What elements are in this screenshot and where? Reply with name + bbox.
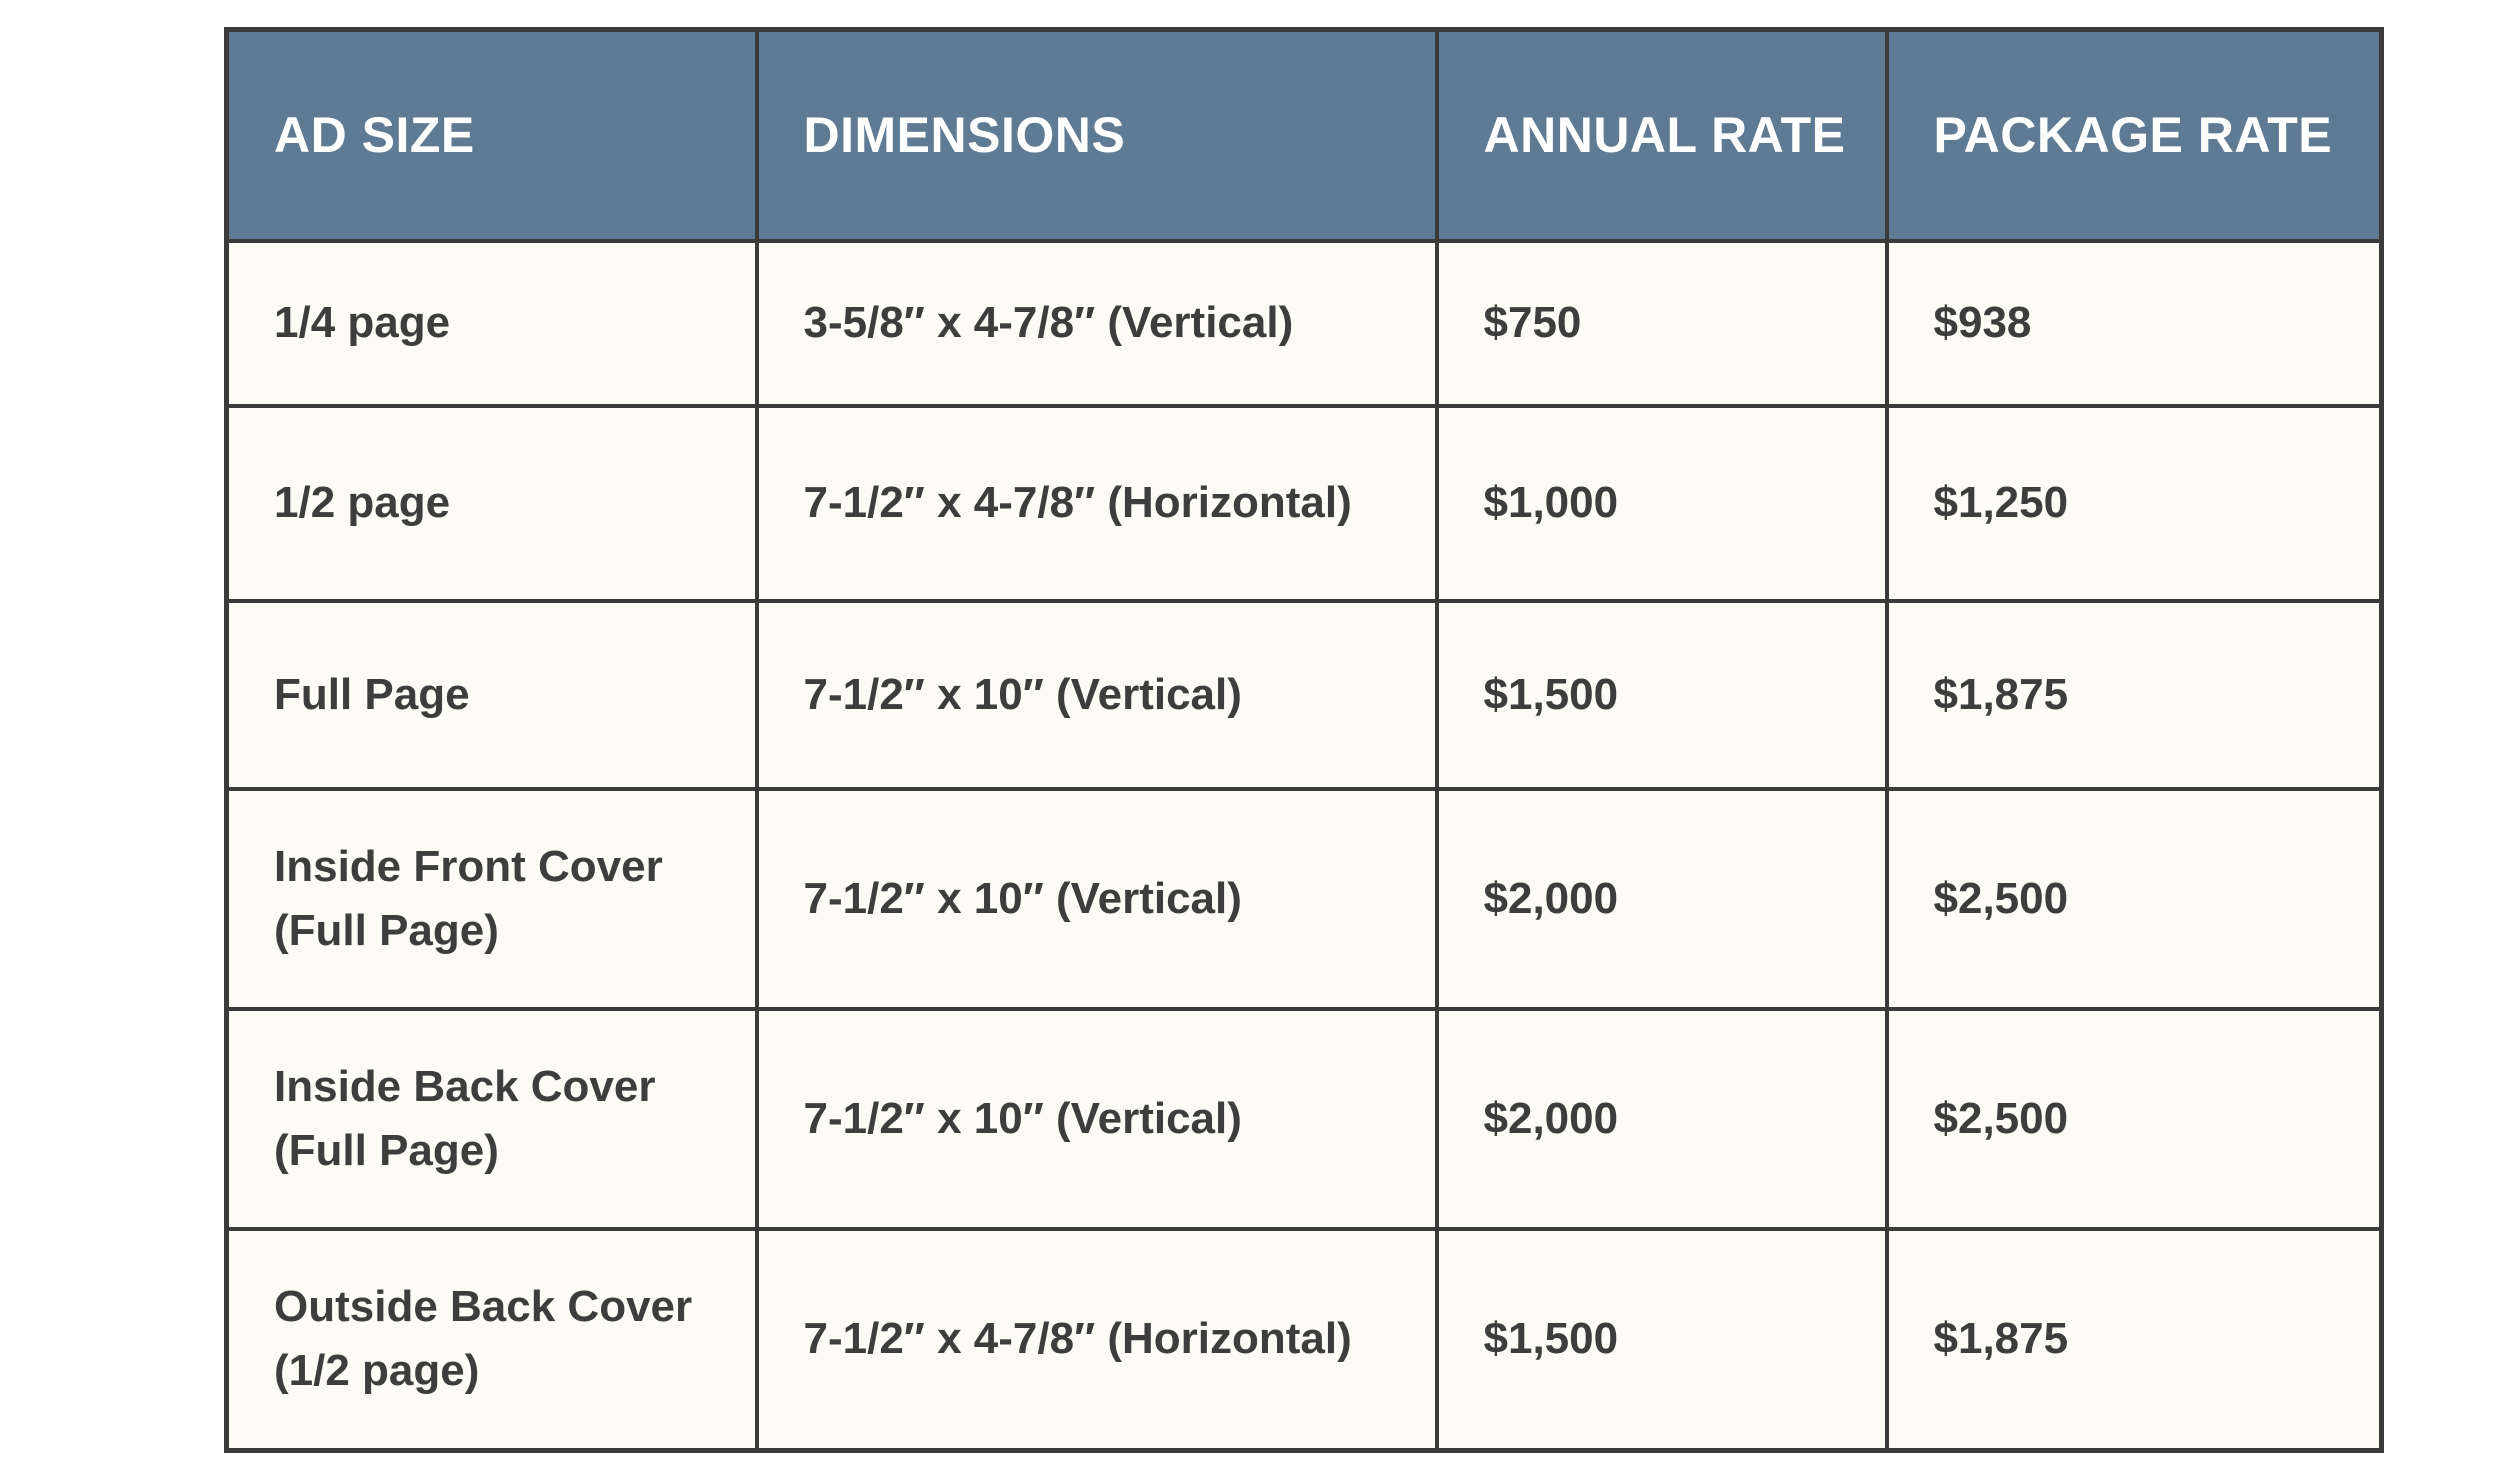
- dimensions-cell: 7-1/2″ x 4-7/8″ (Horizontal): [757, 406, 1437, 601]
- package-rate-cell: $2,500: [1887, 789, 2382, 1009]
- ad-size-cell: [227, 1009, 757, 1229]
- table-row: [227, 1229, 2382, 1451]
- ad-size-cell: [227, 1229, 757, 1451]
- header-annual-rate: ANNUAL RATE: [1437, 30, 1887, 241]
- ad-size-line: 1/2 page: [274, 478, 451, 528]
- ad-size-cell: [227, 789, 757, 1009]
- ad-size-line: 1/4 page: [274, 298, 451, 348]
- ad-size-line: Outside Back Cover: [274, 1282, 693, 1332]
- table-row: [227, 241, 2382, 406]
- ad-size-line: Inside Back Cover: [274, 1061, 656, 1111]
- package-rate-cell: $1,250: [1887, 406, 2382, 601]
- dimensions-cell: 7-1/2″ x 10″ (Vertical): [757, 1009, 1437, 1229]
- ad-size-cell: [227, 406, 757, 601]
- annual-rate-cell: $2,000: [1437, 1009, 1887, 1229]
- ad-size-line: Full Page: [274, 669, 470, 719]
- table-row: [227, 789, 2382, 1009]
- header-package-rate: PACKAGE RATE: [1887, 30, 2382, 241]
- annual-rate-cell: $2,000: [1437, 789, 1887, 1009]
- dimensions-cell: 7-1/2″ x 10″ (Vertical): [757, 789, 1437, 1009]
- dimensions-cell: 7-1/2″ x 4-7/8″ (Horizontal): [757, 1229, 1437, 1451]
- package-rate-cell: $2,500: [1887, 1009, 2382, 1229]
- ad-size-cell: [227, 601, 757, 789]
- package-rate-cell: $938: [1887, 241, 2382, 406]
- ad-size-line: (1/2 page): [274, 1346, 480, 1396]
- table-row: [227, 406, 2382, 601]
- dimensions-cell: 7-1/2″ x 10″ (Vertical): [757, 601, 1437, 789]
- ad-rates-table: [224, 27, 2384, 1453]
- annual-rate-cell: $1,500: [1437, 1229, 1887, 1451]
- package-rate-cell: $1,875: [1887, 601, 2382, 789]
- annual-rate-cell: $1,500: [1437, 601, 1887, 789]
- table-row: [227, 1009, 2382, 1229]
- table-header-row: [227, 30, 2382, 241]
- package-rate-cell: $1,875: [1887, 1229, 2382, 1451]
- header-dimensions: DIMENSIONS: [757, 30, 1437, 241]
- ad-size-line: (Full Page): [274, 1125, 499, 1175]
- table-row: [227, 601, 2382, 789]
- annual-rate-cell: $750: [1437, 241, 1887, 406]
- dimensions-cell: 3-5/8″ x 4-7/8″ (Vertical): [757, 241, 1437, 406]
- ad-size-cell: [227, 241, 757, 406]
- ad-size-line: (Full Page): [274, 905, 499, 955]
- annual-rate-cell: $1,000: [1437, 406, 1887, 601]
- header-ad-size: AD SIZE: [227, 30, 757, 241]
- ad-size-line: Inside Front Cover: [274, 841, 663, 891]
